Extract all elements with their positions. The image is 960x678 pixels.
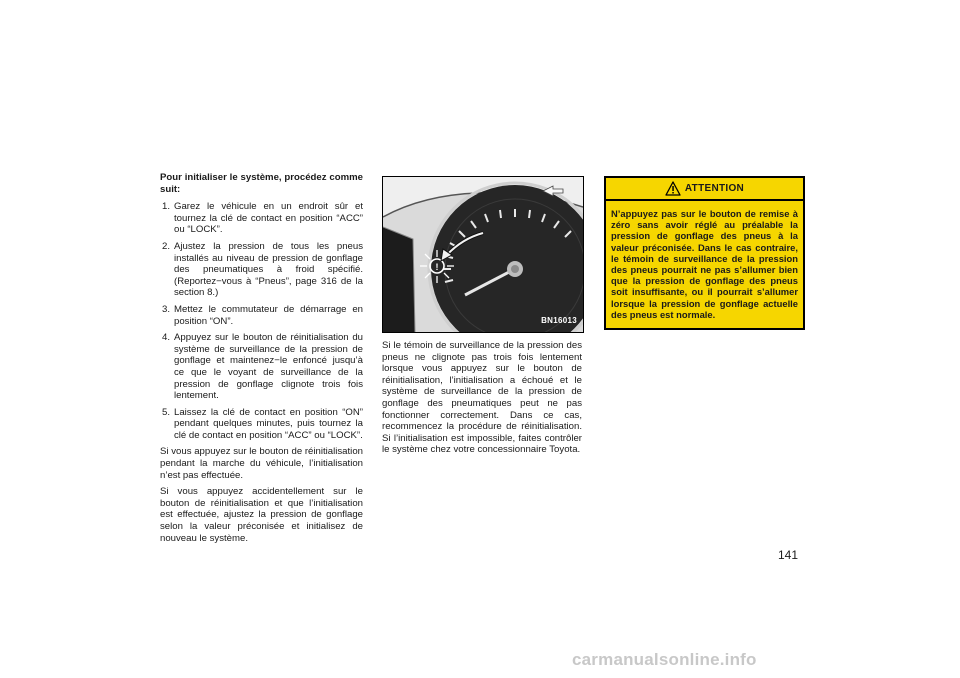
left-column [160, 172, 363, 549]
procedure-step [160, 304, 363, 327]
watermark: carmanualsonline.info [572, 650, 757, 669]
procedure-steps [160, 201, 363, 441]
step-number: 5. [162, 406, 171, 418]
step-text: Appuyez sur le bouton de réinitialisation du système de surveillance de la pression de gonflage et maintenez−le enfoncé jusqu’à ce que le voyant de surveillance de la pression de gonflage clignote trois fois lentement. [174, 332, 363, 402]
warning-box [604, 176, 805, 330]
procedure-step [160, 241, 363, 299]
figure-explanation: Si le témoin de surveillance de la pression des pneus ne clignote pas trois fois lentement lorsque vous appuyez sur le bouton de réinitialisation, l’initialisation a échoué et le système de surveillance de la pression de gonflage des pneumatiques peut ne pas fonctionner correctement. Dans ce cas, recommencez la procédure de réinitialisation. Si l’initialisation est impossible, faites contrôler le système chez votre concessionnaire Toyota. [382, 340, 582, 456]
warning-text: N’appuyez pas sur le bouton de remise à zéro sans avoir réglé au préalable la pression de gonflage des pneus à la valeur préconisée. Dans le cas contraire, le témoin de surveillance de la pression des pneus pourrait ne pas s’allumer bien que la pression de gonflage des pneus soit insuffisante, ou il pourrait s’allumer lorsque la pression de gonflage actuelle des pneus est normale. [611, 208, 798, 320]
page-number: 141 [778, 548, 799, 562]
step-text: Ajustez la pression de tous les pneus installés au niveau de pression de gonflage des pneumatiques à froid spécifié. (Reportez−vous à “Pneus”, page 316 de la section 8.) [174, 240, 363, 299]
step-number: 2. [162, 240, 171, 252]
figure-code: BN16013 [541, 316, 577, 326]
step-number: 3. [162, 303, 171, 315]
procedure-intro: Pour initialiser le système, procédez comme suit: [160, 172, 363, 195]
svg-text:!: ! [435, 262, 439, 272]
warning-title: ATTENTION [684, 182, 745, 194]
right-column [604, 176, 804, 330]
step-number: 4. [162, 332, 171, 344]
warning-triangle-icon [665, 181, 681, 196]
step-text: Garez le véhicule en un endroit sûr et tournez la clé de contact en position “ACC” ou “LOCK”. [174, 201, 363, 236]
warning-header [606, 178, 803, 201]
middle-column [382, 176, 582, 461]
step-text: Mettez le commutateur de démarrage en position “ON”. [174, 303, 363, 327]
note-paragraph: Si vous appuyez sur le bouton de réinitialisation pendant la marche du véhicule, l’initialisation n’est pas effectuée. [160, 446, 363, 481]
step-number: 1. [162, 201, 171, 213]
procedure-step [160, 201, 363, 236]
step-text: Laissez la clé de contact en position “ON” pendant quelques minutes, puis tournez la clé de contact en position “ACC” ou “LOCK”. [174, 406, 363, 441]
instrument-cluster-figure [382, 176, 584, 333]
procedure-step [160, 332, 363, 402]
instrument-cluster-illustration [383, 177, 583, 332]
note-paragraph: Si vous appuyez accidentellement sur le bouton de réinitialisation et que l’initialisation est effectuée, ajustez la pression de gonflage selon la valeur préconisée et initialisez de nouveau le système. [160, 486, 363, 544]
procedure-step [160, 407, 363, 442]
